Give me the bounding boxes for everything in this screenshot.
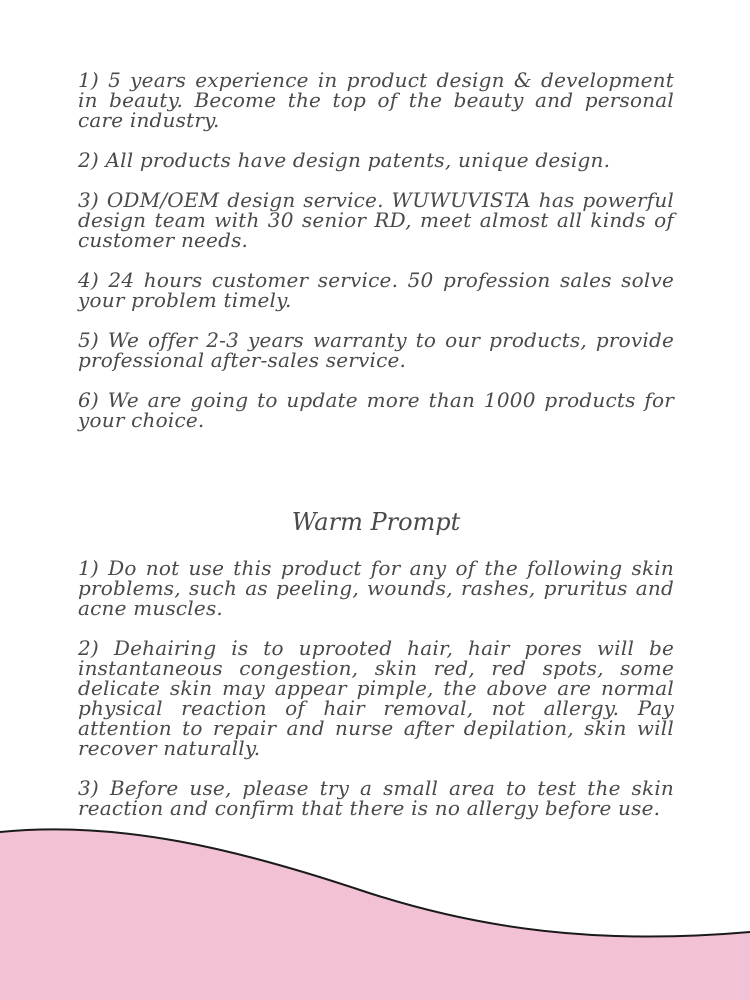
advantage-item-1: 1) 5 years experience in product design & development in beauty. Become the top of the beauty and personal care industry. <box>78 68 674 132</box>
advantage-item-3: 3) ODM/OEM design service. WUWUVISTA has powerful design team with 30 senior RD, meet almost all kinds of customer needs. <box>78 188 674 252</box>
advantage-item-6: 6) We are going to update more than 1000 products for your choice. <box>78 388 674 432</box>
advantage-item-2: 2) All products have design patents, unique design. <box>78 148 611 172</box>
wave-fill <box>0 829 750 1000</box>
warm-prompt-item-2: 2) Dehairing is to uprooted hair, hair pores will be instantaneous congestion, skin red, red spots, some delicate skin may appear pimple, the above are normal physical reaction of hair removal, not allergy. Pay attention to repair and nurse after depilation, skin will recover naturally. <box>78 636 674 760</box>
warm-prompt-item-1: 1) Do not use this product for any of the following skin problems, such as peeling, wounds, rashes, pruritus and acne muscles. <box>78 556 674 620</box>
warm-prompt-list <box>78 558 674 818</box>
advantage-item-4: 4) 24 hours customer service. 50 profession sales solve your problem timely. <box>78 268 674 312</box>
warm-prompt-title: Warm Prompt <box>291 508 461 536</box>
decorative-pink-wave <box>0 820 750 1000</box>
advantages-list <box>78 70 674 430</box>
document-body <box>78 70 674 838</box>
warm-prompt-item-3: 3) Before use, please try a small area to test the skin reaction and confirm that there is no allergy before use. <box>78 776 674 820</box>
advantage-item-5: 5) We offer 2-3 years warranty to our products, provide professional after-sales service. <box>78 328 674 372</box>
